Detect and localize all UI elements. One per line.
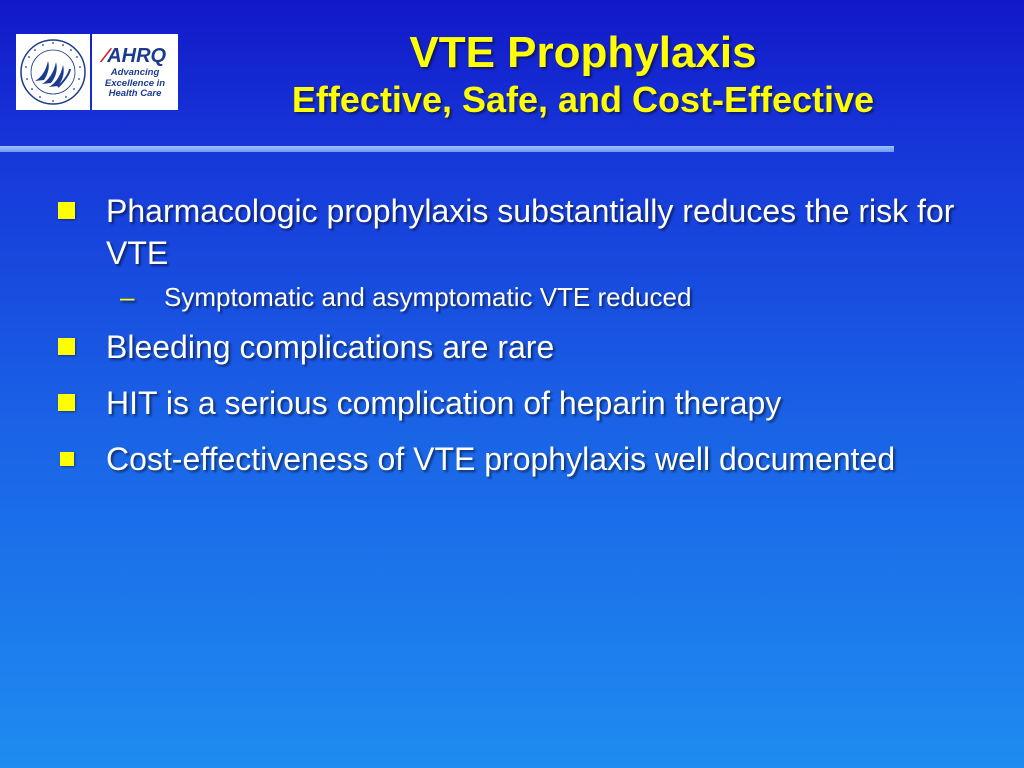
bullet-item <box>0 438 1024 480</box>
bullet-text: Bleeding complications are rare <box>106 329 555 365</box>
logo-group <box>16 34 178 110</box>
title-main: VTE Prophylaxis <box>409 28 757 77</box>
bullet-list <box>0 190 1024 480</box>
title-subtitle: Effective, Safe, and Cost-Effective <box>291 79 875 120</box>
square-bullet-icon <box>60 452 74 466</box>
ahrq-tagline <box>105 68 165 100</box>
bullet-text: Cost-effectiveness of VTE prophylaxis well documented <box>106 441 896 477</box>
bullet-text: Pharmacologic prophylaxis substantially reduces the risk for VTE <box>106 193 955 271</box>
ahrq-wordmark: ∕AHRQ <box>103 45 167 68</box>
square-bullet-icon <box>58 202 75 219</box>
bullet-item <box>0 326 1024 368</box>
title-divider <box>0 146 894 152</box>
hhs-seal-logo <box>16 34 90 110</box>
sub-bullet-text: Symptomatic and asymptomatic VTE reduced <box>164 282 692 312</box>
sub-bullet-item <box>0 280 1024 314</box>
ahrq-logo <box>92 34 178 110</box>
ahrq-tagline-line: Health Care <box>108 88 162 100</box>
bullet-item <box>0 382 1024 424</box>
square-bullet-icon <box>58 394 75 411</box>
bullet-text: HIT is a serious complication of heparin therapy <box>106 385 782 421</box>
dash-bullet-icon: – <box>120 282 135 312</box>
square-bullet-icon <box>58 338 75 355</box>
ahrq-tagline-line: Advancing <box>110 67 160 79</box>
ahrq-tagline-line: Excellence in <box>104 77 166 89</box>
bullet-item <box>0 190 1024 274</box>
eagle-seal-icon <box>18 37 88 107</box>
slide-title <box>170 26 996 120</box>
